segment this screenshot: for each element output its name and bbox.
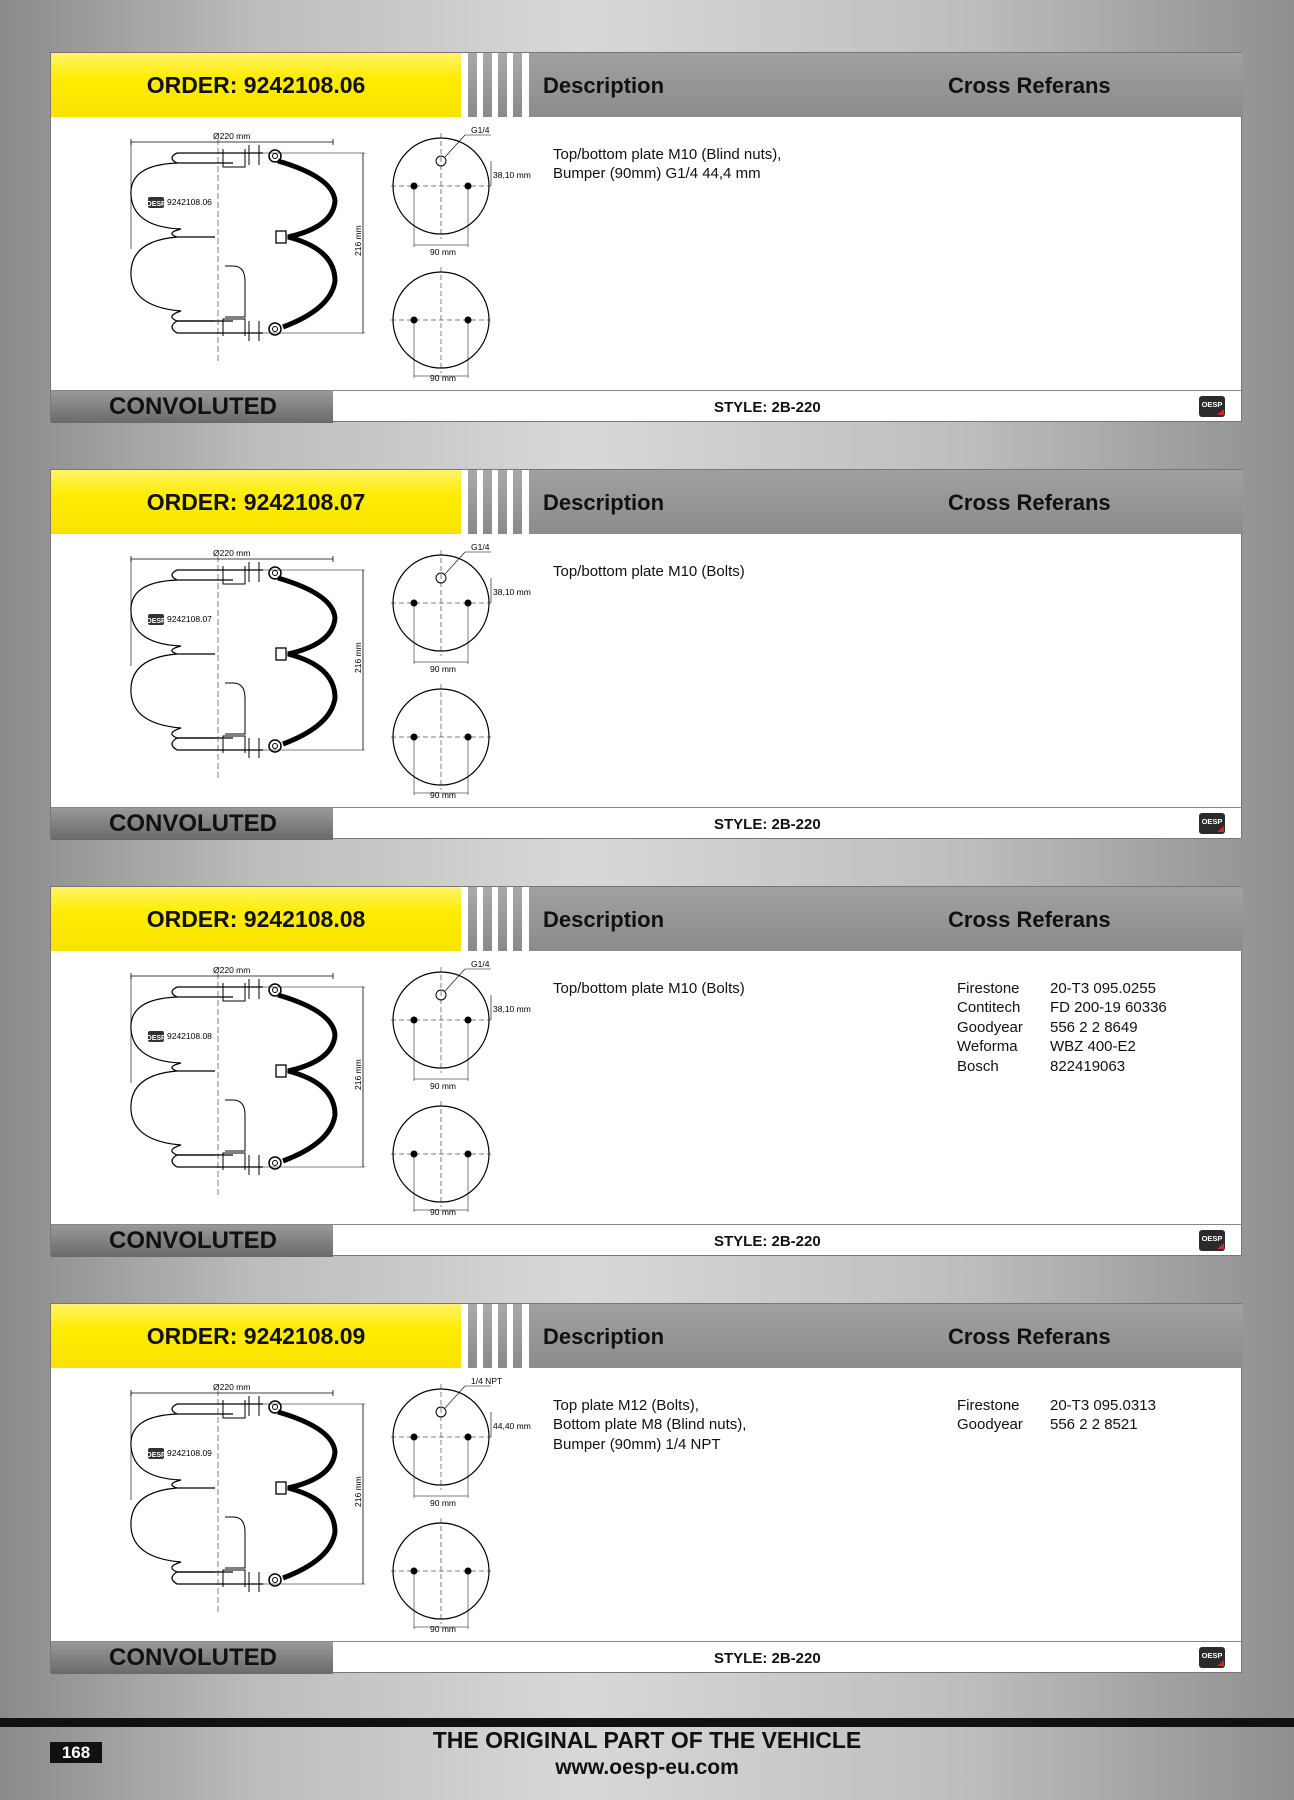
height-label: 216 mm xyxy=(353,642,363,673)
port-label: G1/4 xyxy=(471,959,490,969)
xref-row xyxy=(957,979,1167,998)
technical-drawing xyxy=(73,959,531,1217)
header-stripes xyxy=(461,470,529,534)
xref-brand: Bosch xyxy=(957,1057,999,1075)
xref-row xyxy=(957,1415,1156,1434)
xref-row xyxy=(957,1037,1167,1056)
spacing-label-bottom: 90 mm xyxy=(430,1207,456,1217)
xref-row xyxy=(957,1396,1156,1415)
xref-brand: Goodyear xyxy=(957,1416,1023,1434)
oesp-logo-icon xyxy=(1199,1230,1225,1251)
style-label: STYLE: 2B-220 xyxy=(714,1233,821,1250)
type-label: CONVOLUTED xyxy=(51,391,333,423)
header-bar xyxy=(529,470,1243,534)
xref-brand: Firestone xyxy=(957,1397,1020,1414)
xref-brand: Weforma xyxy=(957,1038,1018,1056)
cross-reference-list xyxy=(957,1396,1156,1435)
offset-label: 44,40 mm xyxy=(493,1421,531,1431)
technical-drawing xyxy=(73,125,531,383)
card-header xyxy=(51,887,1243,951)
header-stripes xyxy=(461,887,529,951)
logo-text: OESP xyxy=(1201,1234,1223,1243)
footer-tagline: THE ORIGINAL PART OF THE VEHICLE xyxy=(432,1727,862,1753)
xref-code: 20-T3 095.0255 xyxy=(1050,980,1156,997)
part-label: 9242108.07 xyxy=(167,614,212,624)
technical-drawing xyxy=(73,542,531,800)
logo-text: OESP xyxy=(1201,400,1223,409)
oesp-logo-icon xyxy=(1199,813,1225,834)
xref-row xyxy=(957,1018,1167,1037)
card-footer xyxy=(51,1224,1243,1257)
drawing-area xyxy=(73,125,531,386)
header-bar xyxy=(529,887,1243,951)
style-label: STYLE: 2B-220 xyxy=(714,816,821,833)
type-label: CONVOLUTED xyxy=(51,1225,333,1257)
oesp-mark: OESP xyxy=(146,201,166,208)
offset-label: 38,10 mm xyxy=(493,1004,531,1014)
xref-code: WBZ 400-E2 xyxy=(1050,1038,1136,1056)
product-card xyxy=(50,469,1242,839)
header-bar xyxy=(529,53,1243,117)
order-number: ORDER: 9242108.07 xyxy=(51,470,461,534)
height-label: 216 mm xyxy=(353,225,363,256)
header-bar xyxy=(529,1304,1243,1368)
style-label: STYLE: 2B-220 xyxy=(714,399,821,416)
type-label: CONVOLUTED xyxy=(51,1642,333,1674)
description-heading: Description xyxy=(543,490,665,515)
header-stripes xyxy=(461,53,529,117)
spacing-label-top: 90 mm xyxy=(430,1081,456,1091)
xref-code: FD 200-19 60336 xyxy=(1050,999,1167,1017)
diameter-label: Ø220 mm xyxy=(213,965,251,975)
footer-url[interactable]: www.oesp-eu.com xyxy=(555,1756,739,1779)
drawing-area xyxy=(73,1376,531,1637)
style-label: STYLE: 2B-220 xyxy=(714,1650,821,1667)
card-footer xyxy=(51,807,1243,840)
footer-bar xyxy=(0,1718,1294,1727)
description-text: Top/bottom plate M10 (Bolts) xyxy=(553,563,745,580)
xref-code: 20-T3 095.0313 xyxy=(1050,1397,1156,1414)
height-label: 216 mm xyxy=(353,1059,363,1090)
port-label: 1/4 NPT xyxy=(471,1376,503,1386)
header-stripes xyxy=(461,1304,529,1368)
xref-code: 822419063 xyxy=(1050,1057,1126,1075)
part-label: 9242108.06 xyxy=(167,197,212,207)
oesp-mark: OESP xyxy=(146,618,166,625)
part-label: 9242108.09 xyxy=(167,1448,212,1458)
description-heading: Description xyxy=(543,73,665,98)
xref-row xyxy=(957,1057,1167,1076)
spacing-label-top: 90 mm xyxy=(430,247,456,257)
order-number: ORDER: 9242108.08 xyxy=(51,887,461,951)
xref-row xyxy=(957,998,1167,1017)
cross-reference-heading: Cross Referans xyxy=(948,490,1111,515)
description-text: Top plate M12 (Bolts), Bottom plate M8 (Blind nuts), Bumper (90mm) 1/4 NPT xyxy=(553,1397,747,1453)
description-heading: Description xyxy=(543,907,665,932)
diameter-label: Ø220 mm xyxy=(213,131,251,141)
part-label: 9242108.08 xyxy=(167,1031,212,1041)
xref-code: 556 2 2 8521 xyxy=(1050,1416,1138,1434)
oesp-logo-icon xyxy=(1199,1647,1225,1668)
spacing-label-bottom: 90 mm xyxy=(430,790,456,800)
diameter-label: Ø220 mm xyxy=(213,548,251,558)
technical-drawing xyxy=(73,1376,531,1634)
logo-text: OESP xyxy=(1201,1651,1223,1660)
xref-brand: Firestone xyxy=(957,980,1020,997)
card-footer xyxy=(51,1641,1243,1674)
cross-reference-list xyxy=(957,979,1167,1076)
product-card xyxy=(50,886,1242,1256)
product-card xyxy=(50,52,1242,422)
card-header xyxy=(51,470,1243,534)
description-text: Top/bottom plate M10 (Blind nuts), Bumper (90mm) G1/4 44,4 mm xyxy=(553,146,782,183)
order-number: ORDER: 9242108.09 xyxy=(51,1304,461,1368)
cross-reference-heading: Cross Referans xyxy=(948,907,1111,932)
xref-brand: Goodyear xyxy=(957,1018,1023,1036)
product-card xyxy=(50,1303,1242,1673)
diameter-label: Ø220 mm xyxy=(213,1382,251,1392)
page-number: 168 xyxy=(50,1742,102,1763)
cross-reference-heading: Cross Referans xyxy=(948,1324,1111,1349)
card-header xyxy=(51,53,1243,117)
card-footer xyxy=(51,390,1243,423)
oesp-logo-icon xyxy=(1199,396,1225,417)
order-number: ORDER: 9242108.06 xyxy=(51,53,461,117)
spacing-label-bottom: 90 mm xyxy=(430,373,456,383)
logo-text: OESP xyxy=(1201,817,1223,826)
xref-brand: Contitech xyxy=(957,999,1021,1017)
card-header xyxy=(51,1304,1243,1368)
spacing-label-top: 90 mm xyxy=(430,1498,456,1508)
height-label: 216 mm xyxy=(353,1476,363,1507)
drawing-area xyxy=(73,542,531,803)
oesp-mark: OESP xyxy=(146,1035,166,1042)
offset-label: 38,10 mm xyxy=(493,587,531,597)
spacing-label-bottom: 90 mm xyxy=(430,1624,456,1634)
description-text: Top/bottom plate M10 (Bolts) xyxy=(553,980,745,997)
description-heading: Description xyxy=(543,1324,665,1349)
cross-reference-heading: Cross Referans xyxy=(948,73,1111,98)
xref-code: 556 2 2 8649 xyxy=(1050,1018,1138,1036)
drawing-area xyxy=(73,959,531,1220)
offset-label: 38,10 mm xyxy=(493,170,531,180)
port-label: G1/4 xyxy=(471,542,490,552)
spacing-label-top: 90 mm xyxy=(430,664,456,674)
oesp-mark: OESP xyxy=(146,1452,166,1459)
type-label: CONVOLUTED xyxy=(51,808,333,840)
port-label: G1/4 xyxy=(471,125,490,135)
